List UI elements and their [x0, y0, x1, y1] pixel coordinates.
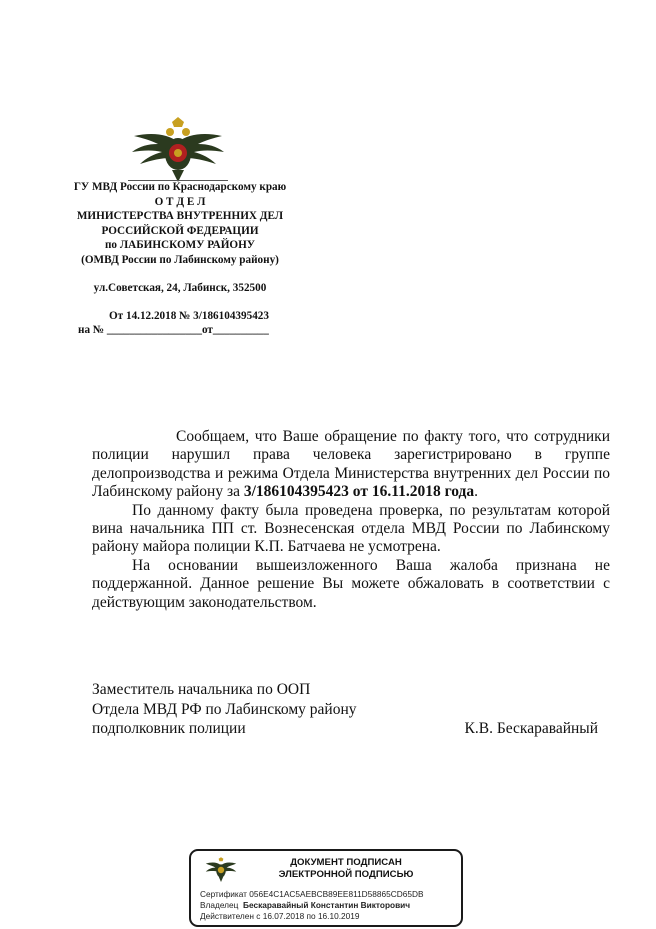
- owner-value: Бескаравайный Константин Викторович: [243, 900, 411, 911]
- electronic-signature-stamp: [189, 849, 463, 927]
- stamp-title: [241, 857, 451, 881]
- signer-position: Заместитель начальника по ООП: [92, 681, 311, 698]
- signer-rank: подполковник полиции: [92, 720, 246, 737]
- stamp-title-line-2: ЭЛЕКТРОННОЙ ПОДПИСЬЮ: [278, 869, 414, 880]
- paragraph-1-text: Сообщаем, что Ваше обращение по факту того, что сотрудники полиции нарушил права человека зарегистрировано в группе делопроизводства и режима Отдела Министерства внутренних дел России по Лабинскому району за: [92, 428, 610, 501]
- certificate-row: [200, 889, 460, 900]
- outgoing-reference: От 14.12.2018 № 3/186104395423: [108, 310, 269, 322]
- stamp-details: [200, 889, 460, 923]
- letterhead-line: (ОМВД России по Лабинскому району): [81, 253, 279, 266]
- organization-address: ул.Советская, 24, Лабинск, 352500: [93, 282, 267, 294]
- letterhead: [60, 180, 300, 268]
- stamp-emblem-icon: [205, 857, 237, 883]
- paragraph-2: По данному факту была проведена проверка, по результатам которой вина начальника ПП ст. Вознесенская отдела МВД России по Лабинскому району майора полиции К.П. Батчаева не усмотрена.: [92, 501, 610, 556]
- paragraph-1: [92, 428, 610, 502]
- letterhead-line: по ЛАБИНСКОМУ РАЙОНУ: [104, 239, 256, 252]
- paragraph-1-end: .: [474, 483, 479, 501]
- signer-name: К.В. Бескаравайный: [464, 720, 598, 737]
- mvd-emblem-icon: [128, 116, 228, 184]
- signer-department: Отдела МВД РФ по Лабинскому району: [92, 700, 357, 718]
- letterhead-line: МИНИСТЕРСТВА ВНУТРЕННИХ ДЕЛ: [76, 210, 284, 223]
- incoming-reference: на № _________________от__________: [78, 324, 269, 336]
- signer-rank-row: [92, 719, 610, 739]
- stamp-title-line-1: ДОКУМЕНТ ПОДПИСАН: [290, 857, 402, 868]
- letterhead-line: ГУ МВД России по Краснодарскому краю: [73, 181, 287, 193]
- letterhead-line: О Т Д Е Л: [154, 195, 206, 208]
- certificate-value: 056E4C1AC5AEBCB89EE811D58865CD65DB: [249, 889, 424, 899]
- owner-row: [200, 900, 460, 911]
- letterhead-line: РОССИЙСКОЙ ФЕДЕРАЦИИ: [101, 224, 259, 237]
- signature-block: [92, 680, 610, 739]
- letter-body: [92, 428, 610, 612]
- owner-label: Владелец: [200, 900, 239, 911]
- validity-row: Действителен с 16.07.2018 по 16.10.2019: [200, 911, 360, 922]
- certificate-label: Сертификат: [200, 889, 247, 899]
- paragraph-3: На основании вышеизложенного Ваша жалоба признана не поддержанной. Данное решение Вы можете обжаловать в соответствии с действующим законодательством.: [92, 556, 610, 611]
- registration-number: 3/186104395423 от 16.11.2018 года: [243, 483, 475, 501]
